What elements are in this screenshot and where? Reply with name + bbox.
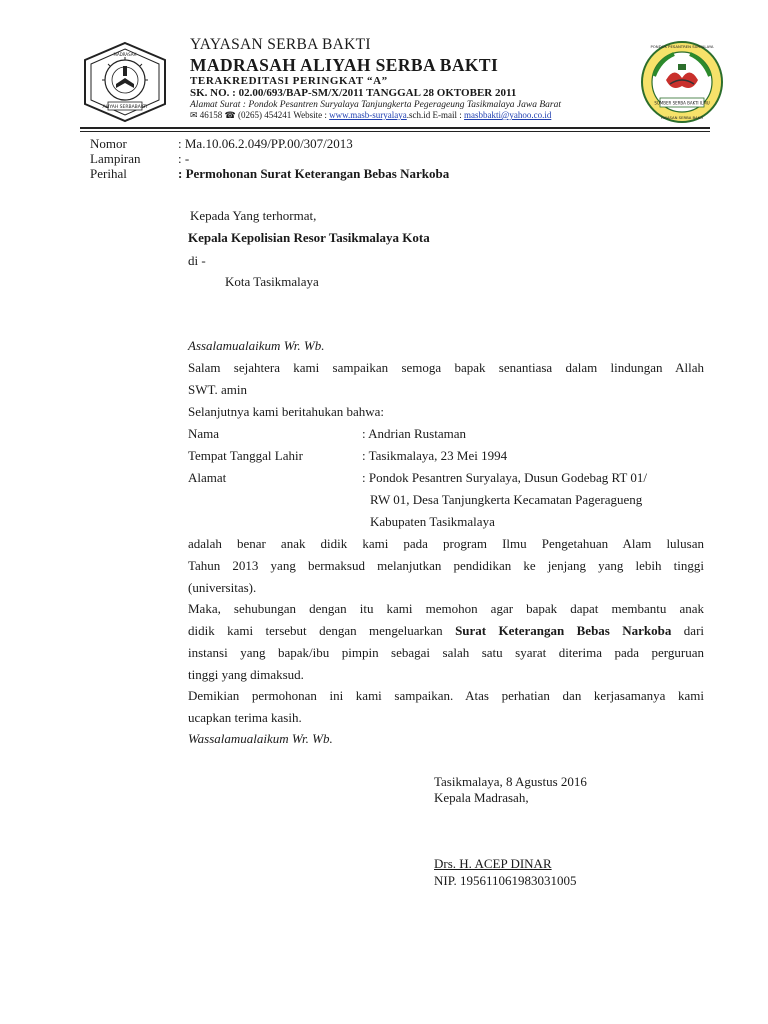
salam-open: Assalamualaikum Wr. Wb.: [188, 338, 325, 353]
contact-line: [190, 110, 551, 121]
foundation-name: YAYASAN SERBA BAKTI: [190, 36, 371, 53]
email-link[interactable]: masbbakti@yahoo.co.id: [464, 110, 552, 120]
letterhead-rule-thick: [80, 127, 710, 129]
school-emblem-left: [80, 40, 170, 124]
addressee-greeting: Kepada Yang terhormat,: [190, 208, 317, 223]
paragraph-1-line-1: Salam sejahtera kami sampaikan semoga bapak senantiasa dalam lindungan Allah: [188, 360, 704, 375]
paragraph-5-line-1: Demikian permohonan ini kami sampaikan. Atas perhatian dan kerjasamanya kami: [188, 688, 704, 703]
paragraph-5-line-2: ucapkan terima kasih.: [188, 710, 302, 725]
addressee-recipient: Kepala Kepolisian Resor Tasikmalaya Kota: [188, 230, 430, 245]
phone-number: (0265) 454241: [238, 110, 292, 120]
p4-line-2-b: dari: [683, 623, 705, 638]
alamat-line-3: Kabupaten Tasikmalaya: [370, 514, 495, 529]
meta-nomor-value: : Ma.10.06.2.049/PP.00/307/2013: [178, 136, 353, 151]
ttl-label: Tempat Tanggal Lahir: [188, 448, 303, 463]
paragraph-3-line-1: adalah benar anak didik kami pada program Ilmu Pengetahuan Alam lulusan: [188, 536, 704, 551]
left-emblem-banner: ALIYAH SERBABAKTI: [102, 105, 148, 110]
alamat-label: Alamat: [188, 470, 227, 485]
meta-perihal-label: Perihal: [90, 166, 127, 181]
paragraph-4-line-4: tinggi yang dimaksud.: [188, 667, 304, 682]
letterhead-rule-thin: [80, 131, 710, 132]
paragraph-2: Selanjutnya kami beritahukan bahwa:: [188, 404, 385, 419]
addressee-di: di -: [188, 253, 206, 268]
paragraph-4-line-1: Maka, sehubungan dengan itu kami memohon agar bapak dapat membantu anak: [188, 601, 704, 616]
ttl-value: : Tasikmalaya, 23 Mei 1994: [362, 448, 508, 463]
p4-line-2-bold: Surat Keterangan Bebas Narkoba: [455, 623, 672, 638]
signature-position: Kepala Madrasah,: [434, 790, 529, 805]
paragraph-4-line-2: [188, 623, 704, 639]
website-label: Website :: [293, 110, 327, 120]
signature-nip: NIP. 195611061983031005: [434, 873, 577, 888]
nama-value: : Andrian Rustaman: [362, 426, 466, 441]
paragraph-3-line-3: (universitas).: [188, 580, 257, 595]
school-emblem-right: [640, 40, 724, 124]
school-name: MADRASAH ALIYAH SERBA BAKTI: [190, 55, 499, 75]
right-emblem-ring-bottom: YAYASAN SERBA BAKTI: [660, 115, 704, 120]
accreditation: TERAKREDITASI PERINGKAT “A”: [190, 75, 388, 87]
postcode: 46158: [199, 110, 223, 120]
nama-label: Nama: [188, 426, 220, 441]
addressee-city: Kota Tasikmalaya: [225, 274, 319, 289]
alamat-line-1: : Pondok Pesantren Suryalaya, Dusun Godebag RT 01/: [362, 470, 647, 485]
right-emblem-ring-text: PONDOK PESANTREN SURYALAYA: [650, 44, 714, 49]
paragraph-3-line-2: Tahun 2013 yang bermaksud melanjutkan pendidikan ke jenjang yang lebih tinggi: [188, 558, 704, 573]
paragraph-1-line-2: SWT. amin: [188, 382, 247, 397]
email-label: E-mail :: [432, 110, 462, 120]
right-emblem-banner: SUMBER SERBA BAKTI ILMU: [654, 100, 710, 106]
signature-name: Drs. H. ACEP DINAR: [434, 856, 552, 871]
salam-close: Wassalamualaikum Wr. Wb.: [188, 731, 333, 746]
meta-nomor-label: Nomor: [90, 136, 127, 151]
paragraph-4-line-3: instansi yang bapak/ibu pimpin sebagai salah satu syarat diterima pada perguruan: [188, 645, 704, 660]
left-emblem-ring-text: MADRASAH: [113, 52, 137, 57]
meta-perihal-value: : Permohonan Surat Keterangan Bebas Narkoba: [178, 166, 450, 181]
p4-line-2-a: didik kami tersebut dengan mengeluarkan: [188, 623, 443, 638]
school-address: Alamat Surat : Pondok Pesantren Suryalaya Tanjungkerta Pegerageung Tasikmalaya Jawa Barat: [190, 100, 561, 110]
alamat-line-2: RW 01, Desa Tanjungkerta Kecamatan Pageragueng: [370, 492, 643, 507]
signature-place-date: Tasikmalaya, 8 Agustus 2016: [434, 774, 587, 789]
meta-lampiran-value: : -: [178, 151, 190, 166]
website-link[interactable]: www.masb-suryalaya: [329, 110, 407, 120]
meta-lampiran-label: Lampiran: [90, 151, 141, 166]
website-suffix: .sch.id: [406, 110, 431, 120]
mail-icon: ✉: [190, 110, 198, 120]
decree-number: SK. NO. : 02.00/693/BAP-SM/X/2011 TANGGAL 28 OKTOBER 2011: [190, 87, 517, 99]
phone-icon: ☎: [224, 110, 236, 120]
